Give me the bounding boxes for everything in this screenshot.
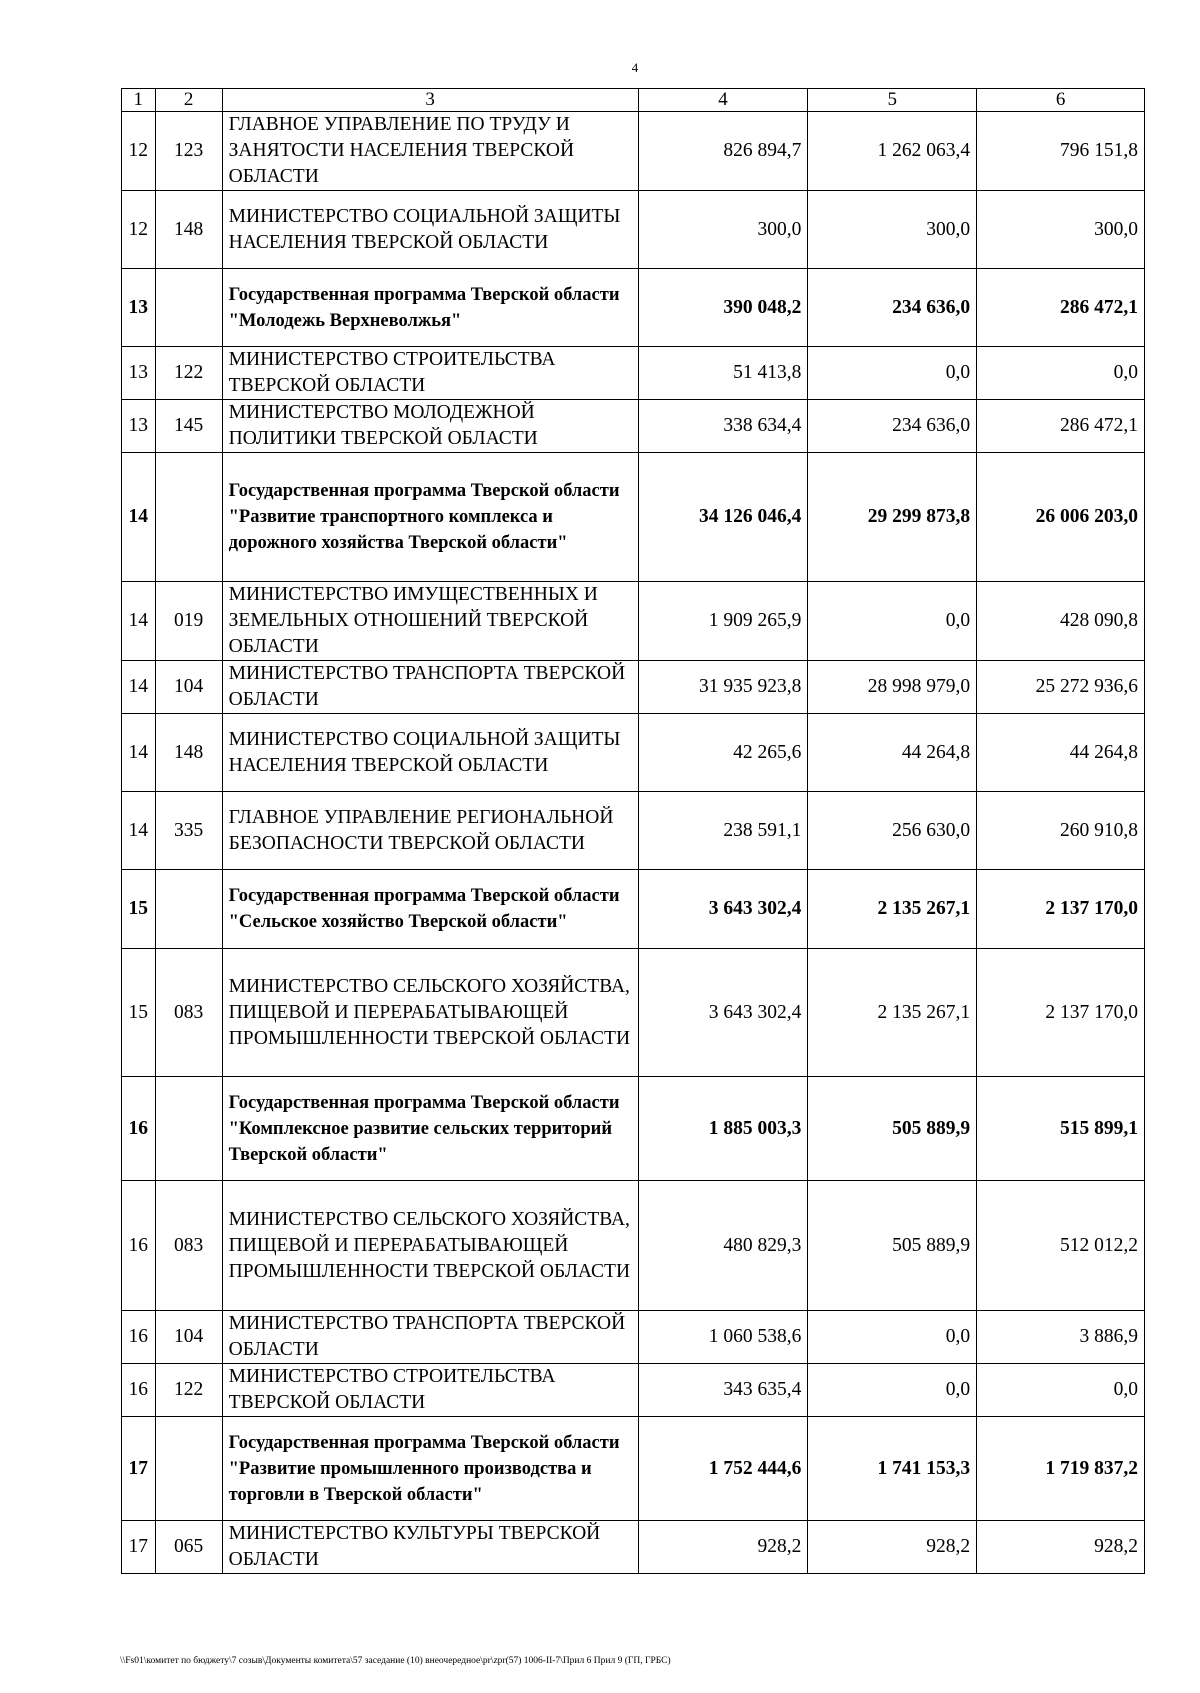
budget-table <box>121 88 1145 1574</box>
table-row <box>122 112 1145 191</box>
grbs-code: 104 <box>155 661 222 714</box>
value-col4: 1 885 003,3 <box>638 1077 808 1181</box>
value-col4: 34 126 046,4 <box>638 453 808 582</box>
value-col6: 0,0 <box>977 347 1145 400</box>
value-col6: 286 472,1 <box>977 269 1145 347</box>
program-code: 16 <box>122 1364 156 1417</box>
grbs-code <box>155 1077 222 1181</box>
program-code: 14 <box>122 453 156 582</box>
program-code: 15 <box>122 870 156 949</box>
value-col6: 25 272 936,6 <box>977 661 1145 714</box>
program-code: 14 <box>122 582 156 661</box>
program-code: 14 <box>122 792 156 870</box>
table-row <box>122 582 1145 661</box>
table-row <box>122 1521 1145 1574</box>
grbs-code: 122 <box>155 347 222 400</box>
value-col4: 238 591,1 <box>638 792 808 870</box>
value-col4: 3 643 302,4 <box>638 949 808 1077</box>
grbs-code: 065 <box>155 1521 222 1574</box>
row-name: МИНИСТЕРСТВО ТРАНСПОРТА ТВЕРСКОЙ ОБЛАСТИ <box>222 1311 638 1364</box>
program-code: 12 <box>122 191 156 269</box>
value-col6: 796 151,8 <box>977 112 1145 191</box>
row-name: Государственная программа Тверской области "Сельское хозяйство Тверской области" <box>222 870 638 949</box>
value-col4: 51 413,8 <box>638 347 808 400</box>
program-code: 16 <box>122 1311 156 1364</box>
value-col5: 234 636,0 <box>808 400 977 453</box>
value-col4: 928,2 <box>638 1521 808 1574</box>
table-row <box>122 661 1145 714</box>
value-col4: 42 265,6 <box>638 714 808 792</box>
row-name: МИНИСТЕРСТВО СТРОИТЕЛЬСТВА ТВЕРСКОЙ ОБЛАСТИ <box>222 347 638 400</box>
value-col5: 256 630,0 <box>808 792 977 870</box>
value-col5: 300,0 <box>808 191 977 269</box>
value-col4: 300,0 <box>638 191 808 269</box>
row-name: МИНИСТЕРСТВО СТРОИТЕЛЬСТВА ТВЕРСКОЙ ОБЛАСТИ <box>222 1364 638 1417</box>
value-col6: 2 137 170,0 <box>977 949 1145 1077</box>
table-row <box>122 1311 1145 1364</box>
value-col6: 512 012,2 <box>977 1181 1145 1311</box>
program-code: 12 <box>122 112 156 191</box>
program-code: 14 <box>122 714 156 792</box>
value-col5: 2 135 267,1 <box>808 949 977 1077</box>
grbs-code <box>155 453 222 582</box>
program-code: 15 <box>122 949 156 1077</box>
program-row <box>122 453 1145 582</box>
program-code: 13 <box>122 400 156 453</box>
value-col6: 2 137 170,0 <box>977 870 1145 949</box>
value-col4: 343 635,4 <box>638 1364 808 1417</box>
grbs-code: 104 <box>155 1311 222 1364</box>
value-col6: 286 472,1 <box>977 400 1145 453</box>
value-col4: 1 909 265,9 <box>638 582 808 661</box>
table-row <box>122 949 1145 1077</box>
row-name: МИНИСТЕРСТВО КУЛЬТУРЫ ТВЕРСКОЙ ОБЛАСТИ <box>222 1521 638 1574</box>
grbs-code: 123 <box>155 112 222 191</box>
column-header: 2 <box>155 89 222 112</box>
value-col5: 505 889,9 <box>808 1181 977 1311</box>
value-col5: 0,0 <box>808 1311 977 1364</box>
value-col6: 300,0 <box>977 191 1145 269</box>
row-name: МИНИСТЕРСТВО СОЦИАЛЬНОЙ ЗАЩИТЫ НАСЕЛЕНИЯ ТВЕРСКОЙ ОБЛАСТИ <box>222 191 638 269</box>
grbs-code: 148 <box>155 714 222 792</box>
value-col4: 1 752 444,6 <box>638 1417 808 1521</box>
program-row <box>122 1077 1145 1181</box>
grbs-code: 083 <box>155 949 222 1077</box>
grbs-code: 083 <box>155 1181 222 1311</box>
grbs-code <box>155 1417 222 1521</box>
grbs-code: 145 <box>155 400 222 453</box>
program-code: 17 <box>122 1417 156 1521</box>
table-row <box>122 1181 1145 1311</box>
value-col6: 1 719 837,2 <box>977 1417 1145 1521</box>
table-row <box>122 400 1145 453</box>
value-col5: 928,2 <box>808 1521 977 1574</box>
column-header: 4 <box>638 89 808 112</box>
value-col5: 234 636,0 <box>808 269 977 347</box>
row-name: Государственная программа Тверской области "Развитие промышленного производства и торговли в Тверской области" <box>222 1417 638 1521</box>
program-code: 17 <box>122 1521 156 1574</box>
column-header: 3 <box>222 89 638 112</box>
row-name: Государственная программа Тверской области "Комплексное развитие сельских территорий Тверской области" <box>222 1077 638 1181</box>
value-col6: 928,2 <box>977 1521 1145 1574</box>
value-col6: 515 899,1 <box>977 1077 1145 1181</box>
row-name: МИНИСТЕРСТВО ТРАНСПОРТА ТВЕРСКОЙ ОБЛАСТИ <box>222 661 638 714</box>
value-col4: 3 643 302,4 <box>638 870 808 949</box>
program-code: 16 <box>122 1181 156 1311</box>
value-col4: 390 048,2 <box>638 269 808 347</box>
row-name: Государственная программа Тверской области "Развитие транспортного комплекса и дорожного хозяйства Тверской области" <box>222 453 638 582</box>
grbs-code <box>155 870 222 949</box>
program-code: 16 <box>122 1077 156 1181</box>
value-col6: 260 910,8 <box>977 792 1145 870</box>
value-col4: 31 935 923,8 <box>638 661 808 714</box>
value-col4: 1 060 538,6 <box>638 1311 808 1364</box>
column-header: 6 <box>977 89 1145 112</box>
value-col5: 2 135 267,1 <box>808 870 977 949</box>
table-row <box>122 714 1145 792</box>
table-row <box>122 1364 1145 1417</box>
value-col5: 1 741 153,3 <box>808 1417 977 1521</box>
value-col5: 0,0 <box>808 1364 977 1417</box>
value-col6: 26 006 203,0 <box>977 453 1145 582</box>
value-col5: 505 889,9 <box>808 1077 977 1181</box>
program-code: 14 <box>122 661 156 714</box>
program-code: 13 <box>122 347 156 400</box>
value-col5: 0,0 <box>808 582 977 661</box>
row-name: МИНИСТЕРСТВО ИМУЩЕСТВЕННЫХ И ЗЕМЕЛЬНЫХ ОТНОШЕНИЙ ТВЕРСКОЙ ОБЛАСТИ <box>222 582 638 661</box>
value-col5: 44 264,8 <box>808 714 977 792</box>
grbs-code: 019 <box>155 582 222 661</box>
value-col6: 0,0 <box>977 1364 1145 1417</box>
value-col5: 0,0 <box>808 347 977 400</box>
value-col4: 826 894,7 <box>638 112 808 191</box>
value-col5: 1 262 063,4 <box>808 112 977 191</box>
value-col4: 338 634,4 <box>638 400 808 453</box>
footer-file-path: \\Fs01\комитет по бюджету\7 созыв\Документы комитета\57 заседание (10) внеочередное\pr\zpr(57) 1006-II-7\Прил 6 Прил 9 (ГП, ГРБС) <box>120 1656 671 1666</box>
grbs-code: 148 <box>155 191 222 269</box>
row-name: ГЛАВНОЕ УПРАВЛЕНИЕ РЕГИОНАЛЬНОЙ БЕЗОПАСНОСТИ ТВЕРСКОЙ ОБЛАСТИ <box>222 792 638 870</box>
program-code: 13 <box>122 269 156 347</box>
column-header: 5 <box>808 89 977 112</box>
row-name: МИНИСТЕРСТВО МОЛОДЕЖНОЙ ПОЛИТИКИ ТВЕРСКОЙ ОБЛАСТИ <box>222 400 638 453</box>
value-col5: 28 998 979,0 <box>808 661 977 714</box>
table-row <box>122 347 1145 400</box>
value-col6: 3 886,9 <box>977 1311 1145 1364</box>
program-row <box>122 269 1145 347</box>
row-name: МИНИСТЕРСТВО СЕЛЬСКОГО ХОЗЯЙСТВА, ПИЩЕВОЙ И ПЕРЕРАБАТЫВАЮЩЕЙ ПРОМЫШЛЕННОСТИ ТВЕРСКОЙ ОБЛАСТИ <box>222 949 638 1077</box>
program-row <box>122 870 1145 949</box>
grbs-code: 122 <box>155 1364 222 1417</box>
row-name: МИНИСТЕРСТВО СЕЛЬСКОГО ХОЗЯЙСТВА, ПИЩЕВОЙ И ПЕРЕРАБАТЫВАЮЩЕЙ ПРОМЫШЛЕННОСТИ ТВЕРСКОЙ ОБЛАСТИ <box>222 1181 638 1311</box>
table-header-row <box>122 89 1145 112</box>
grbs-code: 335 <box>155 792 222 870</box>
grbs-code <box>155 269 222 347</box>
column-header: 1 <box>122 89 156 112</box>
value-col4: 480 829,3 <box>638 1181 808 1311</box>
value-col6: 428 090,8 <box>977 582 1145 661</box>
value-col6: 44 264,8 <box>977 714 1145 792</box>
row-name: ГЛАВНОЕ УПРАВЛЕНИЕ ПО ТРУДУ И ЗАНЯТОСТИ НАСЕЛЕНИЯ ТВЕРСКОЙ ОБЛАСТИ <box>222 112 638 191</box>
row-name: МИНИСТЕРСТВО СОЦИАЛЬНОЙ ЗАЩИТЫ НАСЕЛЕНИЯ ТВЕРСКОЙ ОБЛАСТИ <box>222 714 638 792</box>
value-col5: 29 299 873,8 <box>808 453 977 582</box>
table-row <box>122 792 1145 870</box>
program-row <box>122 1417 1145 1521</box>
row-name: Государственная программа Тверской области "Молодежь Верхневолжья" <box>222 269 638 347</box>
table-row <box>122 191 1145 269</box>
page-number: 4 <box>631 60 639 75</box>
